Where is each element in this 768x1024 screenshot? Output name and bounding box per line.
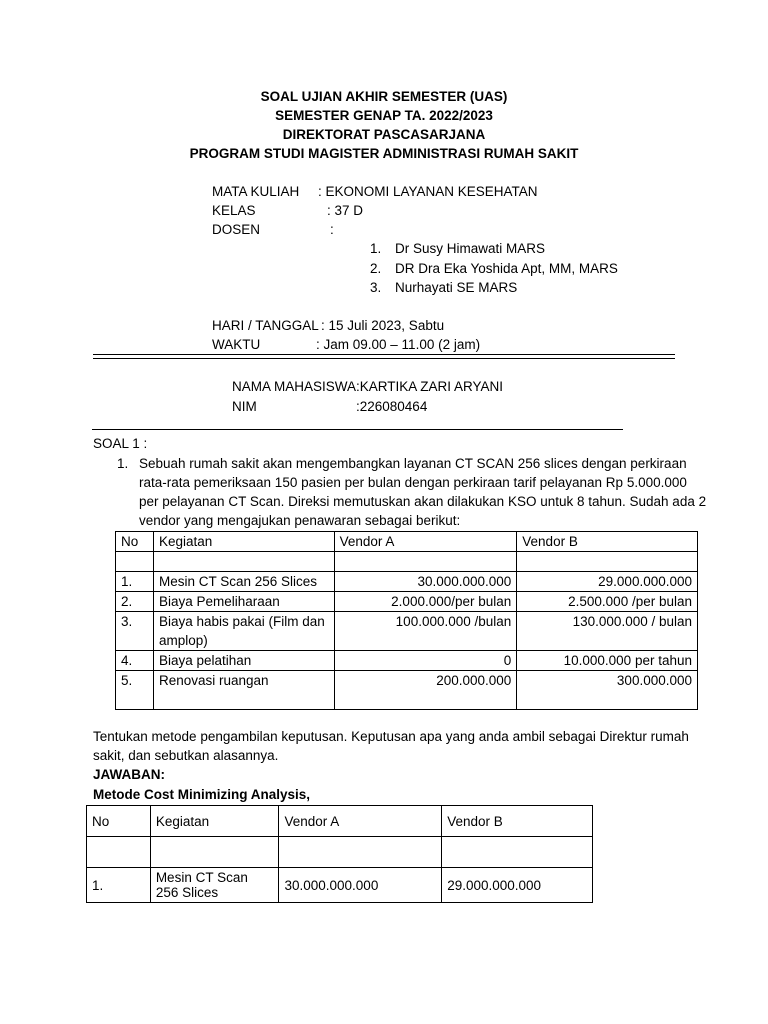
kelas-value: : 37 D (327, 203, 364, 218)
table-cell: 130.000.000 / bulan (517, 612, 698, 651)
dosen-number: 3. (370, 280, 382, 295)
table-cell: 5. (116, 671, 154, 710)
table-row-empty (116, 552, 698, 572)
table-header-row (116, 532, 698, 552)
directorate-title: DIREKTORAT PASCASARJANA (282, 127, 486, 142)
soal-line: per pelayanan CT Scan. Direksi memutuskan akan dilakukan KSO untuk 8 tahun. Sudah ada 2 (139, 494, 707, 509)
program-title: PROGRAM STUDI MAGISTER ADMINISTRASI RUMAH SAKIT (189, 146, 579, 161)
table-cell: Mesin CT Scan 256 Slices (150, 868, 279, 903)
empty-cell (517, 552, 698, 572)
table-cell: Renovasi ruangan (153, 671, 334, 710)
table-row-empty (87, 837, 593, 868)
mata-kuliah-value: : EKONOMI LAYANAN KESEHATAN (318, 184, 538, 199)
dosen-label: DOSEN (212, 222, 261, 237)
header-cell: Vendor B (442, 806, 593, 837)
nim-label: NIM (232, 399, 257, 414)
method-heading: Metode Cost Minimizing Analysis, (93, 787, 311, 802)
table-cell: 29.000.000.000 (442, 868, 593, 903)
table-cell: 30.000.000.000 (334, 572, 517, 592)
table-header-row (87, 806, 593, 837)
table-cell: 10.000.000 per tahun (517, 651, 698, 671)
hari-tanggal-label: HARI / TANGGAL (212, 318, 319, 333)
soal-line: rata-rata pemeriksaan 150 pasien per bulan dengan perkiraan tarif pelayanan Rp 5.000.000 (139, 475, 687, 490)
table-row (116, 572, 698, 592)
table-cell: 4. (116, 651, 154, 671)
hari-tanggal-value: : 15 Juli 2023, Sabtu (321, 318, 445, 333)
soal-line: Sebuah rumah sakit akan mengembangkan layanan CT SCAN 256 slices dengan perkiraan (139, 456, 687, 471)
table-cell: 1. (87, 868, 151, 903)
header-cell: Vendor A (279, 806, 442, 837)
dosen-item: Nurhayati SE MARS (395, 280, 518, 295)
table-cell: 30.000.000.000 (279, 868, 442, 903)
waktu-label: WAKTU (212, 337, 261, 352)
soal-number: 1. (117, 456, 129, 471)
table-row (116, 592, 698, 612)
table-row (116, 612, 698, 651)
empty-cell (153, 552, 334, 572)
nama-mahasiswa-label: NAMA MAHASISWA (232, 379, 357, 394)
table-cell: 200.000.000 (334, 671, 517, 710)
soal-title: SOAL 1 : (93, 436, 148, 451)
kelas-label: KELAS (212, 203, 256, 218)
table-cell: 0 (334, 651, 517, 671)
dosen-item: DR Dra Eka Yoshida Apt, MM, MARS (395, 261, 618, 276)
question-line: sakit, dan sebutkan alasannya. (93, 748, 279, 763)
dosen-number: 2. (370, 261, 382, 276)
header-cell: Kegiatan (153, 532, 334, 552)
semester-title: SEMESTER GENAP TA. 2022/2023 (275, 108, 493, 123)
table-cell: 2.500.000 /per bulan (517, 592, 698, 612)
header-cell: Vendor A (334, 532, 517, 552)
header-cell: No (116, 532, 154, 552)
empty-cell (150, 837, 279, 868)
nim-value: :226080464 (356, 399, 428, 414)
question-line: Tentukan metode pengambilan keputusan. Keputusan apa yang anda ambil sebagai Direktur rumah (93, 729, 689, 744)
table-row (87, 868, 593, 903)
vendor-table (115, 531, 698, 710)
table-cell: 3. (116, 612, 154, 651)
table-cell: 100.000.000 /bulan (334, 612, 517, 651)
empty-cell (279, 837, 442, 868)
empty-cell (334, 552, 517, 572)
table-cell: Biaya pelatihan (153, 651, 334, 671)
double-divider (93, 354, 675, 359)
table-cell: 1. (116, 572, 154, 592)
mata-kuliah-label: MATA KULIAH (212, 184, 300, 199)
jawaban-heading: JAWABAN: (93, 767, 166, 782)
table-cell: Mesin CT Scan 256 Slices (153, 572, 334, 592)
header-cell: No (87, 806, 151, 837)
nama-mahasiswa-value: :KARTIKA ZARI ARYANI (356, 379, 504, 394)
table-cell: 300.000.000 (517, 671, 698, 710)
header-cell: Vendor B (517, 532, 698, 552)
dosen-number: 1. (370, 241, 382, 256)
table-cell: 2.000.000/per bulan (334, 592, 517, 612)
table-row (116, 651, 698, 671)
table-cell: 2. (116, 592, 154, 612)
answer-table (86, 805, 593, 903)
table-cell: 29.000.000.000 (517, 572, 698, 592)
header-cell: Kegiatan (150, 806, 279, 837)
waktu-value: : Jam 09.00 – 11.00 (2 jam) (316, 337, 481, 352)
table-row (116, 671, 698, 710)
exam-title: SOAL UJIAN AKHIR SEMESTER (UAS) (260, 89, 508, 104)
empty-cell (87, 837, 151, 868)
dosen-colon: : (330, 222, 334, 237)
empty-cell (116, 552, 154, 572)
dosen-item: Dr Susy Himawati MARS (395, 241, 546, 256)
table-cell: Biaya Pemeliharaan (153, 592, 334, 612)
underline-divider (92, 429, 623, 430)
soal-line: vendor yang mengajukan penawaran sebagai berikut: (139, 513, 461, 528)
table-cell: Biaya habis pakai (Film dan amplop) (153, 612, 334, 651)
empty-cell (442, 837, 593, 868)
